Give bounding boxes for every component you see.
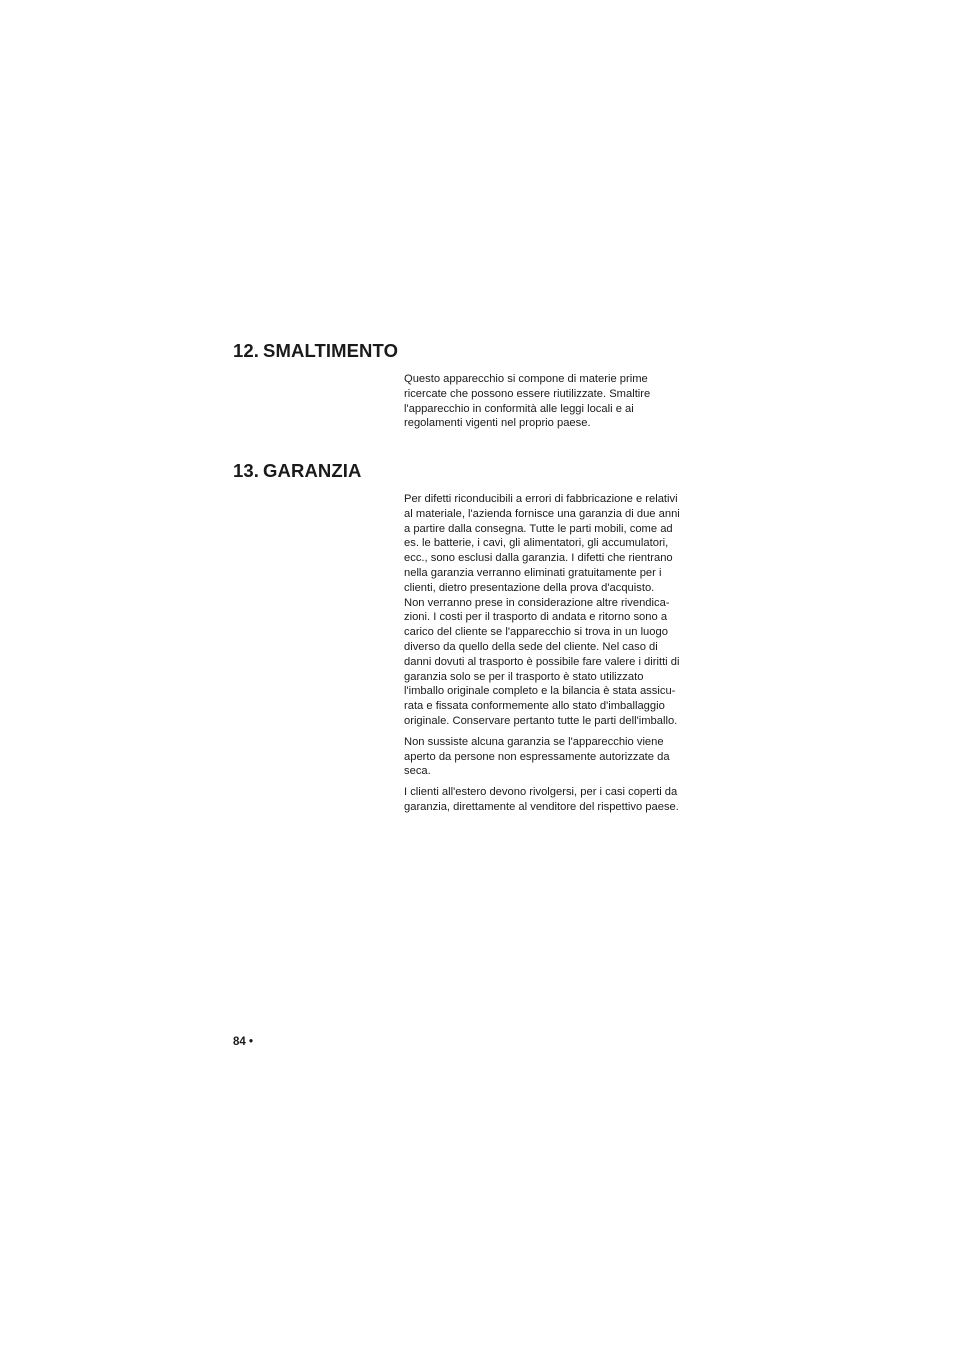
section-number: 13. [233, 460, 260, 481]
section-body-smaltimento [404, 372, 696, 437]
paragraph [404, 735, 696, 779]
text-line: danni dovuti al trasporto è possibile fare valere i diritti di [404, 655, 680, 668]
text-line: ricercate che possono essere riutilizzate. Smaltire [404, 387, 651, 400]
text-line: originale. Conservare pertanto tutte le parti dell'imballo. [404, 714, 678, 727]
section-title: GARANZIA [263, 460, 362, 481]
text-line: garanzia solo se per il trasporto è stato utilizzato [404, 670, 644, 683]
text-line: garanzia, direttamente al venditore del rispettivo paese. [404, 800, 679, 813]
section-heading-smaltimento [233, 340, 398, 362]
text-line: es. le batterie, i cavi, gli alimentatori, gli accumulatori, [404, 537, 669, 550]
text-line: seca. [404, 765, 431, 778]
text-line: l'imballo originale completo e la bilancia è stata assicu- [404, 685, 676, 698]
text-line: carico del cliente se l'apparecchio si trova in un luogo [404, 626, 668, 639]
paragraph [404, 492, 696, 729]
paragraph [404, 372, 696, 431]
text-line: Non sussiste alcuna garanzia se l'apparecchio viene [404, 735, 664, 748]
text-line: clienti, dietro presentazione della prova d'acquisto. [404, 581, 655, 594]
paragraph [404, 785, 696, 815]
section-heading-garanzia [233, 460, 361, 482]
text-line: regolamenti vigenti nel proprio paese. [404, 417, 591, 430]
text-line: l'apparecchio in conformità alle leggi locali e ai [404, 402, 634, 415]
text-line: al materiale, l'azienda fornisce una garanzia di due anni [404, 507, 680, 520]
section-number: 12. [233, 340, 260, 361]
text-line: ecc., sono esclusi dalla garanzia. I difetti che rientrano [404, 552, 673, 565]
text-line: diverso da quello della sede del cliente. Nel caso di [404, 640, 658, 653]
text-line: zioni. I costi per il trasporto di andata e ritorno sono a [404, 611, 668, 624]
text-line: Per difetti riconducibili a errori di fabbricazione e relativi [404, 493, 678, 505]
page-number: 84 • [233, 1036, 254, 1048]
text-line: nella garanzia verranno eliminati gratuitamente per i [404, 566, 662, 579]
text-line: Questo apparecchio si compone di materie prime [404, 373, 648, 385]
text-line: a partire dalla consegna. Tutte le parti mobili, come ad [404, 522, 673, 535]
section-body-garanzia [404, 492, 696, 821]
text-line: I clienti all'estero devono rivolgersi, per i casi coperti da [404, 786, 678, 799]
text-line: rata e fissata conformemente allo stato d'imballaggio [404, 700, 665, 713]
text-line: Non verranno prese in considerazione altre rivendica- [404, 596, 670, 609]
section-title: SMALTIMENTO [263, 340, 399, 361]
text-line: aperto da persone non espressamente autorizzate da [404, 750, 670, 763]
